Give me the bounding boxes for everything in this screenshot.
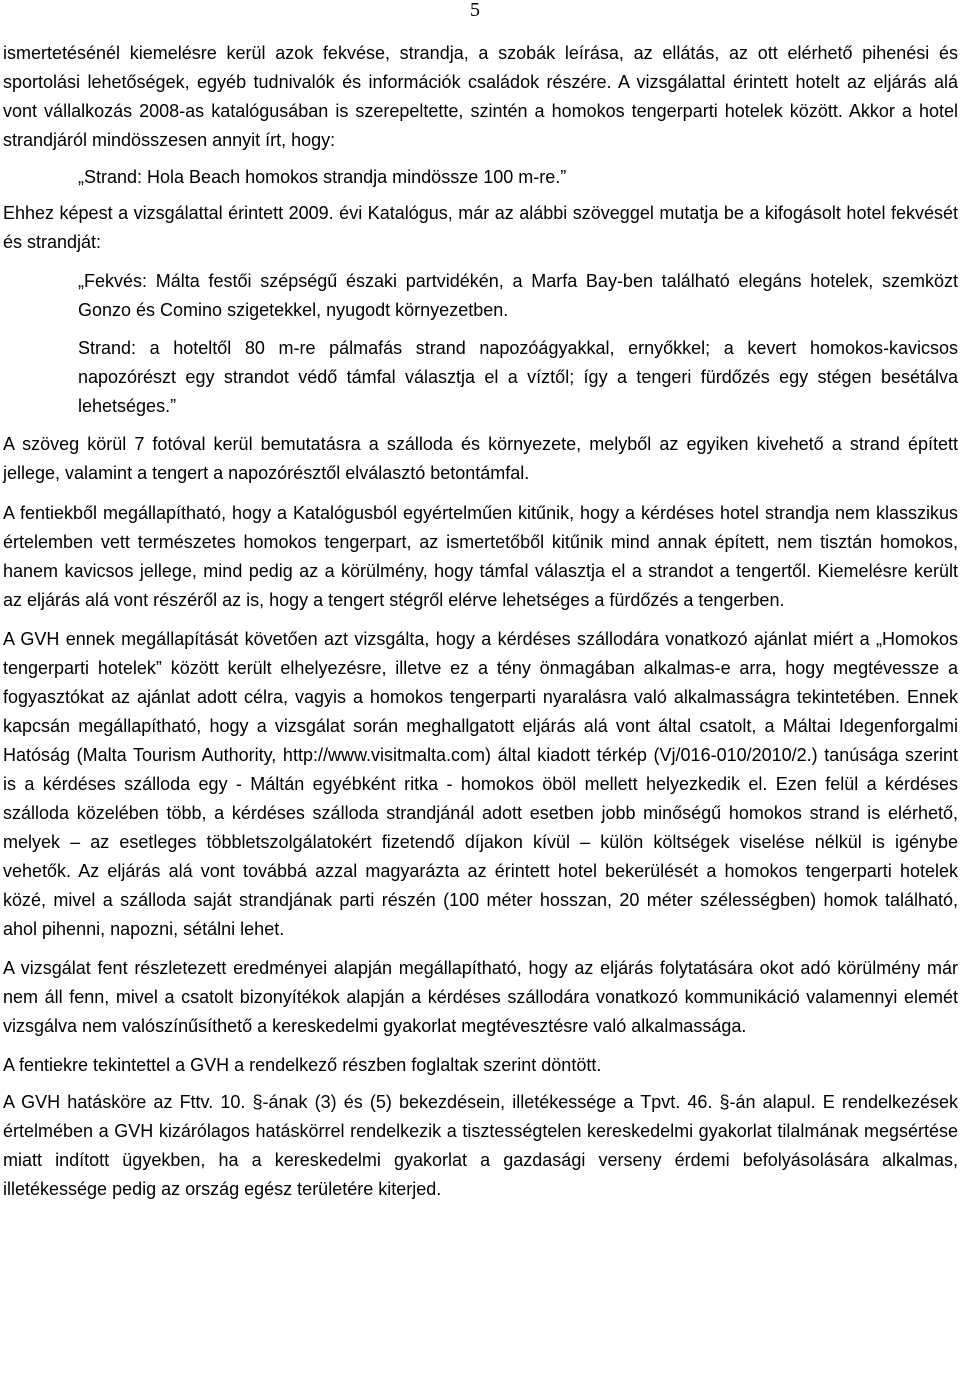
paragraph-gvh-assessment: A GVH ennek megállapítását követően azt vizsgálta, hogy a kérdéses szállodára vonatkozó ajánlat miért a „Homokos tengerparti hotelek” között került elhelyezésre, illetve ez a tény önmagában alkalmas-e arra, hogy megtévessze a fogyasztókat az ajánlat adott célra, vagyis a homokos tengerparti nyaralásra való alkalmasságra tekintetében. Ennek kapcsán megállapítható, hogy a vizsgálat során meghallgatott eljárás alá vont által csatolt, a Máltai Idegenforgalmi Hatóság (Malta Tourism Authority, http://www.visitmalta.com) által kiadott térkép (Vj/016-010/2010/2.) tanúsága szerint is a kérdéses szálloda egy - Máltán egyébként ritka - homokos öböl mellett helyezkedik el. Ezen felül a kérdéses szálloda közelében több, a kérdéses szálloda strandjánál adott esetben jobb minőségű homokos strand is elérhető, melyek – az esetleges többletszolgálatokért fizetendő díjakon kívül – külön költségek viselése nélkül is igénybe vehetők. Az eljárás alá vont továbbá azzal magyarázta az érintett hotel bekerülését a homokos tengerparti hotelek közé, mivel a szálloda saját strandjának parti részén (100 méter hosszan, 20 méter szélességben) homok található, ahol pihenni, napozni, sétálni lehet.	[3, 629, 958, 939]
paragraph-conclusion: A vizsgálat fent részletezett eredményei alapján megállapítható, hogy az eljárás folytatására okot adó körülmény már nem áll fenn, mivel a csatolt bizonyítékok alapján a kérdéses szállodára vonatkozó kommunikáció valamennyi elemét vizsgálva nem valószínűsíthető a kereskedelmi gyakorlat megtévesztésre való alkalmassága.	[3, 958, 958, 1036]
page-number: 5	[470, 0, 480, 21]
paragraph-decision: A fentiekre tekintettel a GVH a rendelkező részben foglaltak szerint döntött.	[3, 1055, 602, 1075]
paragraph-2009-catalogue: Ehhez képest a vizsgálattal érintett 2009. évi Katalógus, már az alábbi szöveggel mutatja be a kifogásolt hotel fekvését és strandját:	[3, 203, 958, 252]
document-body	[3, 39, 958, 1204]
paragraph-competence: A GVH hatásköre az Fttv. 10. §-ának (3) és (5) bekezdésein, illetékessége a Tpvt. 46. §-án alapul. E rendelkezések értelmében a GVH kizárólagos hatáskörrel rendelkezik a tisztességtelen kereskedelmi gyakorlat tilalmának megsértése miatt indított ügyekben, ha a kereskedelmi gyakorlat a gazdasági verseny érdemi befolyásolására alkalmas, illetékessége pedig az ország egész területére kiterjed.	[3, 1092, 958, 1199]
quote-beach: Strand: a hoteltől 80 m-re pálmafás strand napozóágyakkal, ernyőkkel; a kevert homokos-kavicsos napozórészt egy strandot védő támfal választja el a víztől; így a tengeri fürdőzés egy stégen besétálva lehetséges.”	[78, 338, 958, 416]
paragraph-findings: A fentiekből megállapítható, hogy a Katalógusból egyértelműen kitűnik, hogy a kérdéses hotel strandja nem klasszikus értelemben vett természetes homokos tengerpart, az ismertetőből kitűnik mind annak épített, nem tisztán homokos, hanem kavicsos jellege, mind pedig az a körülmény, hogy támfal választja el a strandot a tengertől. Kiemelésre került az eljárás alá vont részéről az is, hogy a tengert stégről elérve lehetséges a fürdőzés a tengerben.	[3, 503, 958, 610]
paragraph-photos: A szöveg körül 7 fotóval kerül bemutatásra a szálloda és környezete, melyből az egyiken kivehető a strand épített jellege, valamint a tengert a napozórésztől elválasztó betontámfal.	[3, 434, 958, 483]
paragraph-catalogue-intro: ismertetésénél kiemelésre kerül azok fekvése, strandja, a szobák leírása, az ellátás, az ott elérhető pihenési és sportolási lehetőségek, egyéb tudnivalók és információk családok részére. A vizsgálattal érintett hotelt az eljárás alá vont vállalkozás 2008-as katalógusában is szerepeltette, szintén a homokos tengerparti hotelek között. Akkor a hotel strandjáról mindösszesen annyit írt, hogy:	[3, 43, 958, 150]
quote-2008-beach: „Strand: Hola Beach homokos strandja mindössze 100 m-re.”	[78, 167, 567, 187]
quote-location: „Fekvés: Málta festői szépségű északi partvidékén, a Marfa Bay-ben található elegáns hotelek, szemközt Gonzo és Comino szigetekkel, nyugodt környezetben.	[78, 271, 958, 320]
